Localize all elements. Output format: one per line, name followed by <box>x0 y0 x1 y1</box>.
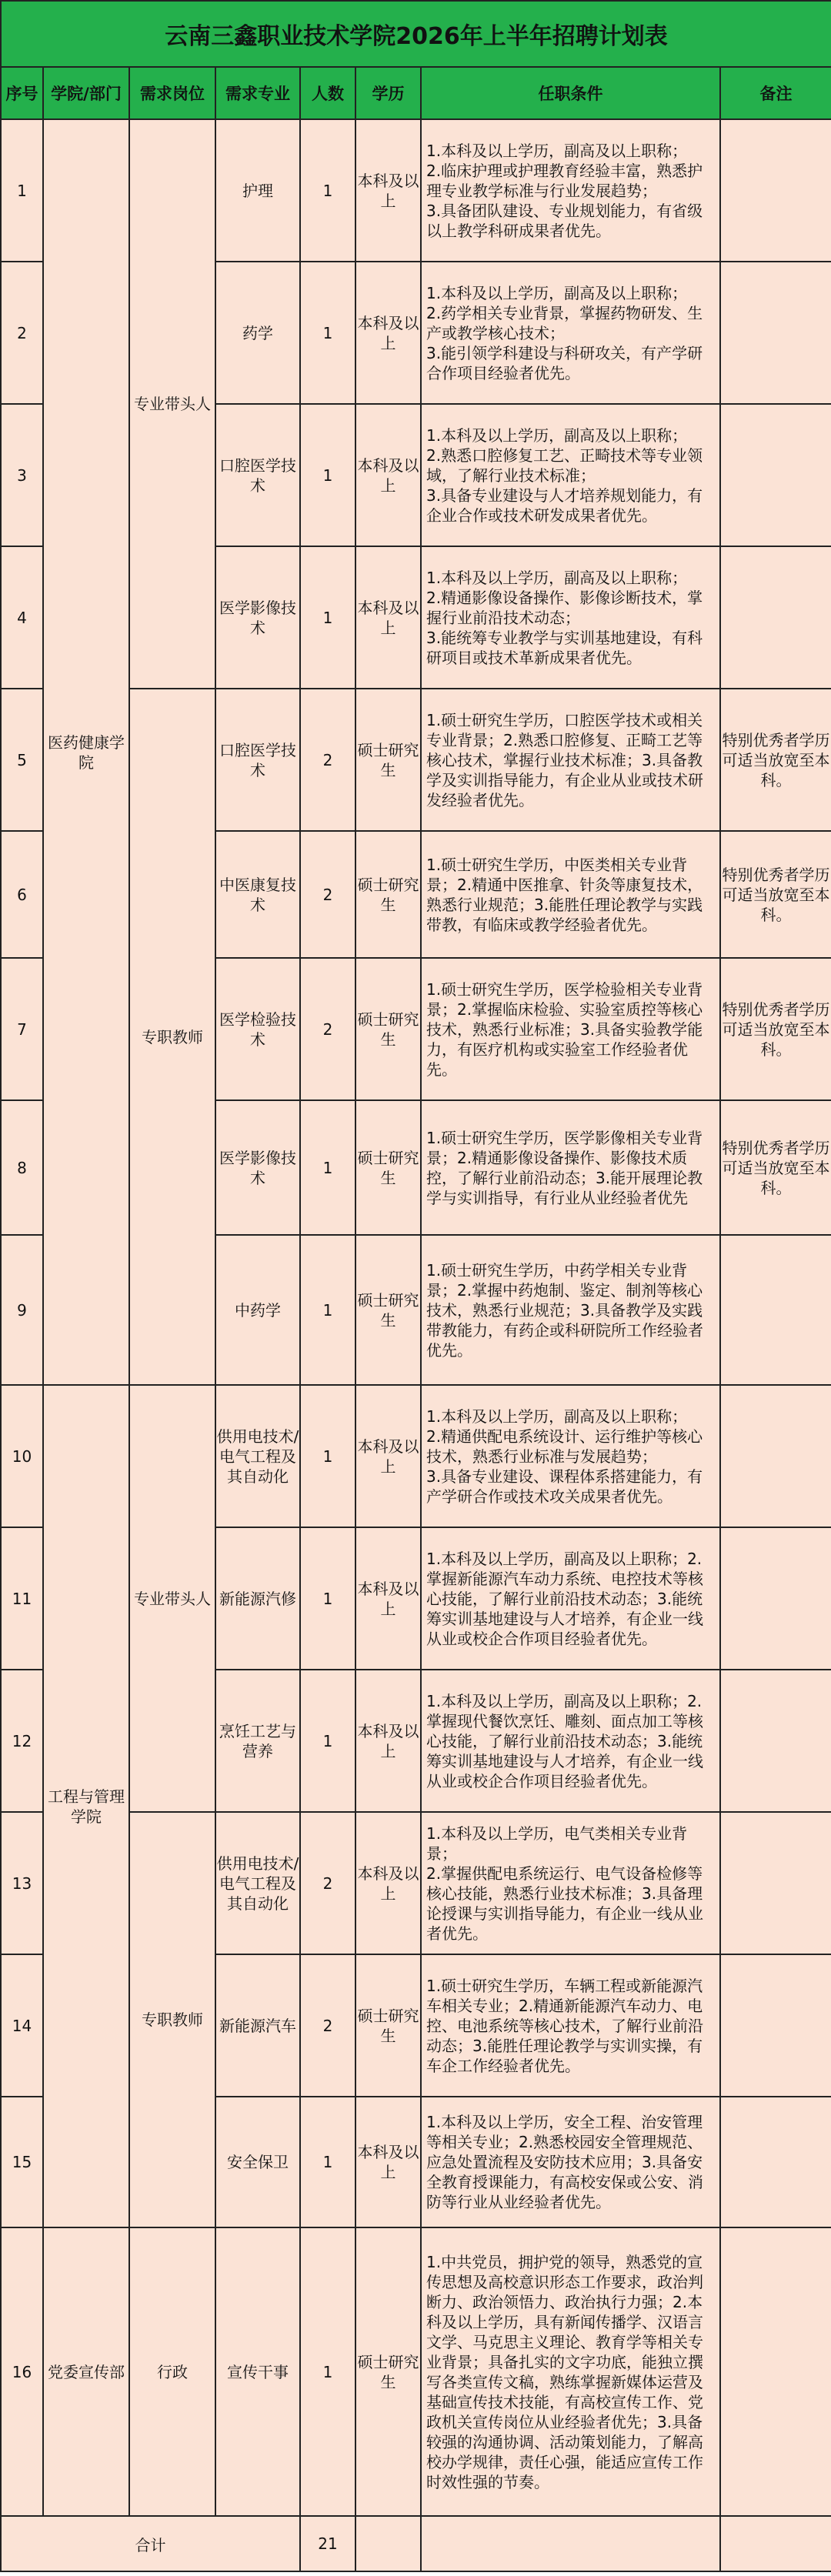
total-blank <box>720 2516 831 2571</box>
count-cell: 1 <box>300 1100 355 1235</box>
major-cell: 安全保卫 <box>215 2097 300 2227</box>
row-number: 2 <box>1 262 43 404</box>
education-cell: 硕士研究生 <box>355 958 421 1100</box>
row-number: 11 <box>1 1527 43 1670</box>
education-cell: 硕士研究生 <box>355 2227 421 2516</box>
position-cell: 行政 <box>129 2227 215 2516</box>
position-cell: 专业带头人 <box>129 1385 215 1812</box>
row-number: 13 <box>1 1812 43 1954</box>
education-cell: 硕士研究生 <box>355 1954 421 2097</box>
requirements-cell: 1.硕士研究生学历，医学检验相关专业背景；2.掌握临床检验、实验室质控等核心技术，熟悉行业标准；3.具备实验教学能力，有医疗机构或实验室工作经验者优先。 <box>421 958 720 1100</box>
header-no: 序号 <box>1 67 43 119</box>
requirements-cell: 1.本科及以上学历，副高及以上职称； 2.精通影像设备操作、影像诊断技术，掌握行业前沿技术动态； 3.能统筹专业教学与实训基地建设，有科研项目或技术革新成果者优先。 <box>421 546 720 689</box>
row-number: 16 <box>1 2227 43 2516</box>
notes-cell <box>720 1527 831 1670</box>
education-cell: 硕士研究生 <box>355 1100 421 1235</box>
education-cell: 本科及以上 <box>355 1812 421 1954</box>
total-count: 21 <box>300 2516 355 2571</box>
major-cell: 药学 <box>215 262 300 404</box>
row-number: 15 <box>1 2097 43 2227</box>
count-cell: 1 <box>300 2227 355 2516</box>
education-cell: 本科及以上 <box>355 546 421 689</box>
major-cell: 口腔医学技术 <box>215 689 300 831</box>
row-number: 7 <box>1 958 43 1100</box>
header-education: 学历 <box>355 67 421 119</box>
notes-cell: 特别优秀者学历可适当放宽至本科。 <box>720 689 831 831</box>
major-cell: 医学影像技术 <box>215 546 300 689</box>
position-cell: 专业带头人 <box>129 119 215 689</box>
row-number: 6 <box>1 831 43 958</box>
row-number: 8 <box>1 1100 43 1235</box>
education-cell: 本科及以上 <box>355 1670 421 1812</box>
row-number: 12 <box>1 1670 43 1812</box>
row-number: 9 <box>1 1235 43 1385</box>
count-cell: 1 <box>300 1385 355 1527</box>
header-count: 人数 <box>300 67 355 119</box>
major-cell: 医学检验技术 <box>215 958 300 1100</box>
department-cell: 工程与管理学院 <box>43 1385 129 2227</box>
major-cell: 供用电技术/电气工程及其自动化 <box>215 1385 300 1527</box>
row-number: 14 <box>1 1954 43 2097</box>
education-cell: 本科及以上 <box>355 1385 421 1527</box>
header-requirements: 任职条件 <box>421 67 720 119</box>
major-cell: 新能源汽车 <box>215 1954 300 2097</box>
requirements-cell: 1.硕士研究生学历，医学影像相关专业背景；2.精通影像设备操作、影像技术质控，了解行业前沿动态；3.能开展理论教学与实训指导，有行业从业经验者优先 <box>421 1100 720 1235</box>
education-cell: 本科及以上 <box>355 2097 421 2227</box>
education-cell: 本科及以上 <box>355 1527 421 1670</box>
row-number: 5 <box>1 689 43 831</box>
total-label: 合计 <box>1 2516 300 2571</box>
major-cell: 中药学 <box>215 1235 300 1385</box>
notes-cell: 特别优秀者学历可适当放宽至本科。 <box>720 958 831 1100</box>
count-cell: 2 <box>300 1954 355 2097</box>
header-dept: 学院/部门 <box>43 67 129 119</box>
notes-cell <box>720 1235 831 1385</box>
count-cell: 1 <box>300 546 355 689</box>
total-blank <box>355 2516 421 2571</box>
major-cell: 护理 <box>215 119 300 262</box>
notes-cell <box>720 1385 831 1527</box>
count-cell: 2 <box>300 1812 355 1954</box>
count-cell: 2 <box>300 958 355 1100</box>
header-position: 需求岗位 <box>129 67 215 119</box>
department-cell: 医药健康学院 <box>43 119 129 1385</box>
row-number: 1 <box>1 119 43 262</box>
header-row <box>1 67 831 119</box>
major-cell: 新能源汽修 <box>215 1527 300 1670</box>
education-cell: 硕士研究生 <box>355 689 421 831</box>
requirements-cell: 1.中共党员，拥护党的领导，熟悉党的宣传思想及高校意识形态工作要求，政治判断力、政治领悟力、政治执行力强；2.本科及以上学历，具有新闻传播学、汉语言文学、马克思主义理论、教育学等相关专业背景；具备扎实的文字功底，能独立撰写各类宣传文稿，熟练掌握新媒体运营及基础宣传技术技能，有高校宣传工作、党政机关宣传岗位从业经验者优先；3.具备较强的沟通协调、活动策划能力，了解高校办学规律，责任心强，能适应宣传工作时效性强的节奏。 <box>421 2227 720 2516</box>
total-blank <box>421 2516 720 2571</box>
major-cell: 医学影像技术 <box>215 1100 300 1235</box>
major-cell: 口腔医学技术 <box>215 404 300 546</box>
requirements-cell: 1.硕士研究生学历，口腔医学技术或相关专业背景；2.熟悉口腔修复、正畸工艺等核心技术，掌握行业技术标准；3.具备教学及实训指导能力，有企业从业或技术研发经验者优先。 <box>421 689 720 831</box>
header-major: 需求专业 <box>215 67 300 119</box>
requirements-cell: 1.本科及以上学历，副高及以上职称； 2.精通供配电系统设计、运行维护等核心技术，熟悉行业标准与发展趋势； 3.具备专业建设、课程体系搭建能力，有产学研合作或技术攻关成果者优先。 <box>421 1385 720 1527</box>
education-cell: 硕士研究生 <box>355 831 421 958</box>
row-number: 4 <box>1 546 43 689</box>
notes-cell <box>720 262 831 404</box>
notes-cell: 特别优秀者学历可适当放宽至本科。 <box>720 831 831 958</box>
notes-cell <box>720 2227 831 2516</box>
notes-cell <box>720 2097 831 2227</box>
education-cell: 硕士研究生 <box>355 1235 421 1385</box>
position-cell: 专职教师 <box>129 689 215 1385</box>
major-cell: 宣传干事 <box>215 2227 300 2516</box>
table-row <box>1 119 831 262</box>
count-cell: 2 <box>300 689 355 831</box>
header-notes: 备注 <box>720 67 831 119</box>
table-row <box>1 1385 831 1527</box>
row-number: 3 <box>1 404 43 546</box>
table-row <box>1 2227 831 2516</box>
count-cell: 1 <box>300 2097 355 2227</box>
requirements-cell: 1.硕士研究生学历，车辆工程或新能源汽车相关专业；2.精通新能源汽车动力、电控、电池系统等核心技术，了解行业前沿动态；3.能胜任理论教学与实训实操，有车企工作经验者优先。 <box>421 1954 720 2097</box>
notes-cell <box>720 1812 831 1954</box>
requirements-cell: 1.硕士研究生学历，中药学相关专业背景；2.掌握中药炮制、鉴定、制剂等核心技术，熟悉行业规范；3.具备教学及实践带教能力，有药企或科研院所工作经验者优先。 <box>421 1235 720 1385</box>
position-cell: 专职教师 <box>129 1812 215 2227</box>
notes-cell <box>720 404 831 546</box>
requirements-cell: 1.本科及以上学历，副高及以上职称； 2.药学相关专业背景，掌握药物研发、生产或教学核心技术； 3.能引领学科建设与科研攻关，有产学研合作项目经验者优先。 <box>421 262 720 404</box>
notes-cell: 特别优秀者学历可适当放宽至本科。 <box>720 1100 831 1235</box>
notes-cell <box>720 1670 831 1812</box>
requirements-cell: 1.本科及以上学历，副高及以上职称；2.掌握现代餐饮烹饪、雕刻、面点加工等核心技能，了解行业前沿技术动态；3.能统筹实训基地建设与人才培养，有企业一线从业或校企合作项目经验者优先。 <box>421 1670 720 1812</box>
count-cell: 1 <box>300 1235 355 1385</box>
notes-cell <box>720 119 831 262</box>
count-cell: 1 <box>300 262 355 404</box>
requirements-cell: 1.本科及以上学历，电气类相关专业背景； 2.掌握供配电系统运行、电气设备检修等核心技能，熟悉行业技术标准；3.具备理论授课与实训指导能力，有企业一线从业者优先。 <box>421 1812 720 1954</box>
education-cell: 本科及以上 <box>355 262 421 404</box>
education-cell: 本科及以上 <box>355 404 421 546</box>
total-row <box>1 2516 831 2571</box>
requirements-cell: 1.本科及以上学历，副高及以上职称；2.掌握新能源汽车动力系统、电控技术等核心技能，了解行业前沿技术动态；3.能统筹实训基地建设与人才培养，有企业一线从业或校企合作项目经验者优先。 <box>421 1527 720 1670</box>
major-cell: 中医康复技术 <box>215 831 300 958</box>
education-cell: 本科及以上 <box>355 119 421 262</box>
major-cell: 供用电技术/电气工程及其自动化 <box>215 1812 300 1954</box>
requirements-cell: 1.本科及以上学历，副高及以上职称； 2.熟悉口腔修复工艺、正畸技术等专业领域，了解行业技术标准； 3.具备专业建设与人才培养规划能力，有企业合作或技术研发成果者优先。 <box>421 404 720 546</box>
count-cell: 1 <box>300 119 355 262</box>
count-cell: 2 <box>300 831 355 958</box>
requirements-cell: 1.硕士研究生学历，中医类相关专业背景；2.精通中医推拿、针灸等康复技术，熟悉行业规范；3.能胜任理论教学与实践带教，有临床或教学经验者优先。 <box>421 831 720 958</box>
table-title: 云南三鑫职业技术学院2026年上半年招聘计划表 <box>1 1 831 67</box>
notes-cell <box>720 546 831 689</box>
department-cell: 党委宣传部 <box>43 2227 129 2516</box>
requirements-cell: 1.本科及以上学历，安全工程、治安管理等相关专业；2.熟悉校园安全管理规范、应急处置流程及安防技术应用；3.具备安全教育授课能力，有高校安保或公安、消防等行业从业经验者优先。 <box>421 2097 720 2227</box>
requirements-cell: 1.本科及以上学历，副高及以上职称； 2.临床护理或护理教育经验丰富，熟悉护理专业教学标准与行业发展趋势； 3.具备团队建设、专业规划能力，有省级以上教学科研成果者优先。 <box>421 119 720 262</box>
count-cell: 1 <box>300 1527 355 1670</box>
count-cell: 1 <box>300 1670 355 1812</box>
count-cell: 1 <box>300 404 355 546</box>
major-cell: 烹饪工艺与营养 <box>215 1670 300 1812</box>
notes-cell <box>720 1954 831 2097</box>
row-number: 10 <box>1 1385 43 1527</box>
